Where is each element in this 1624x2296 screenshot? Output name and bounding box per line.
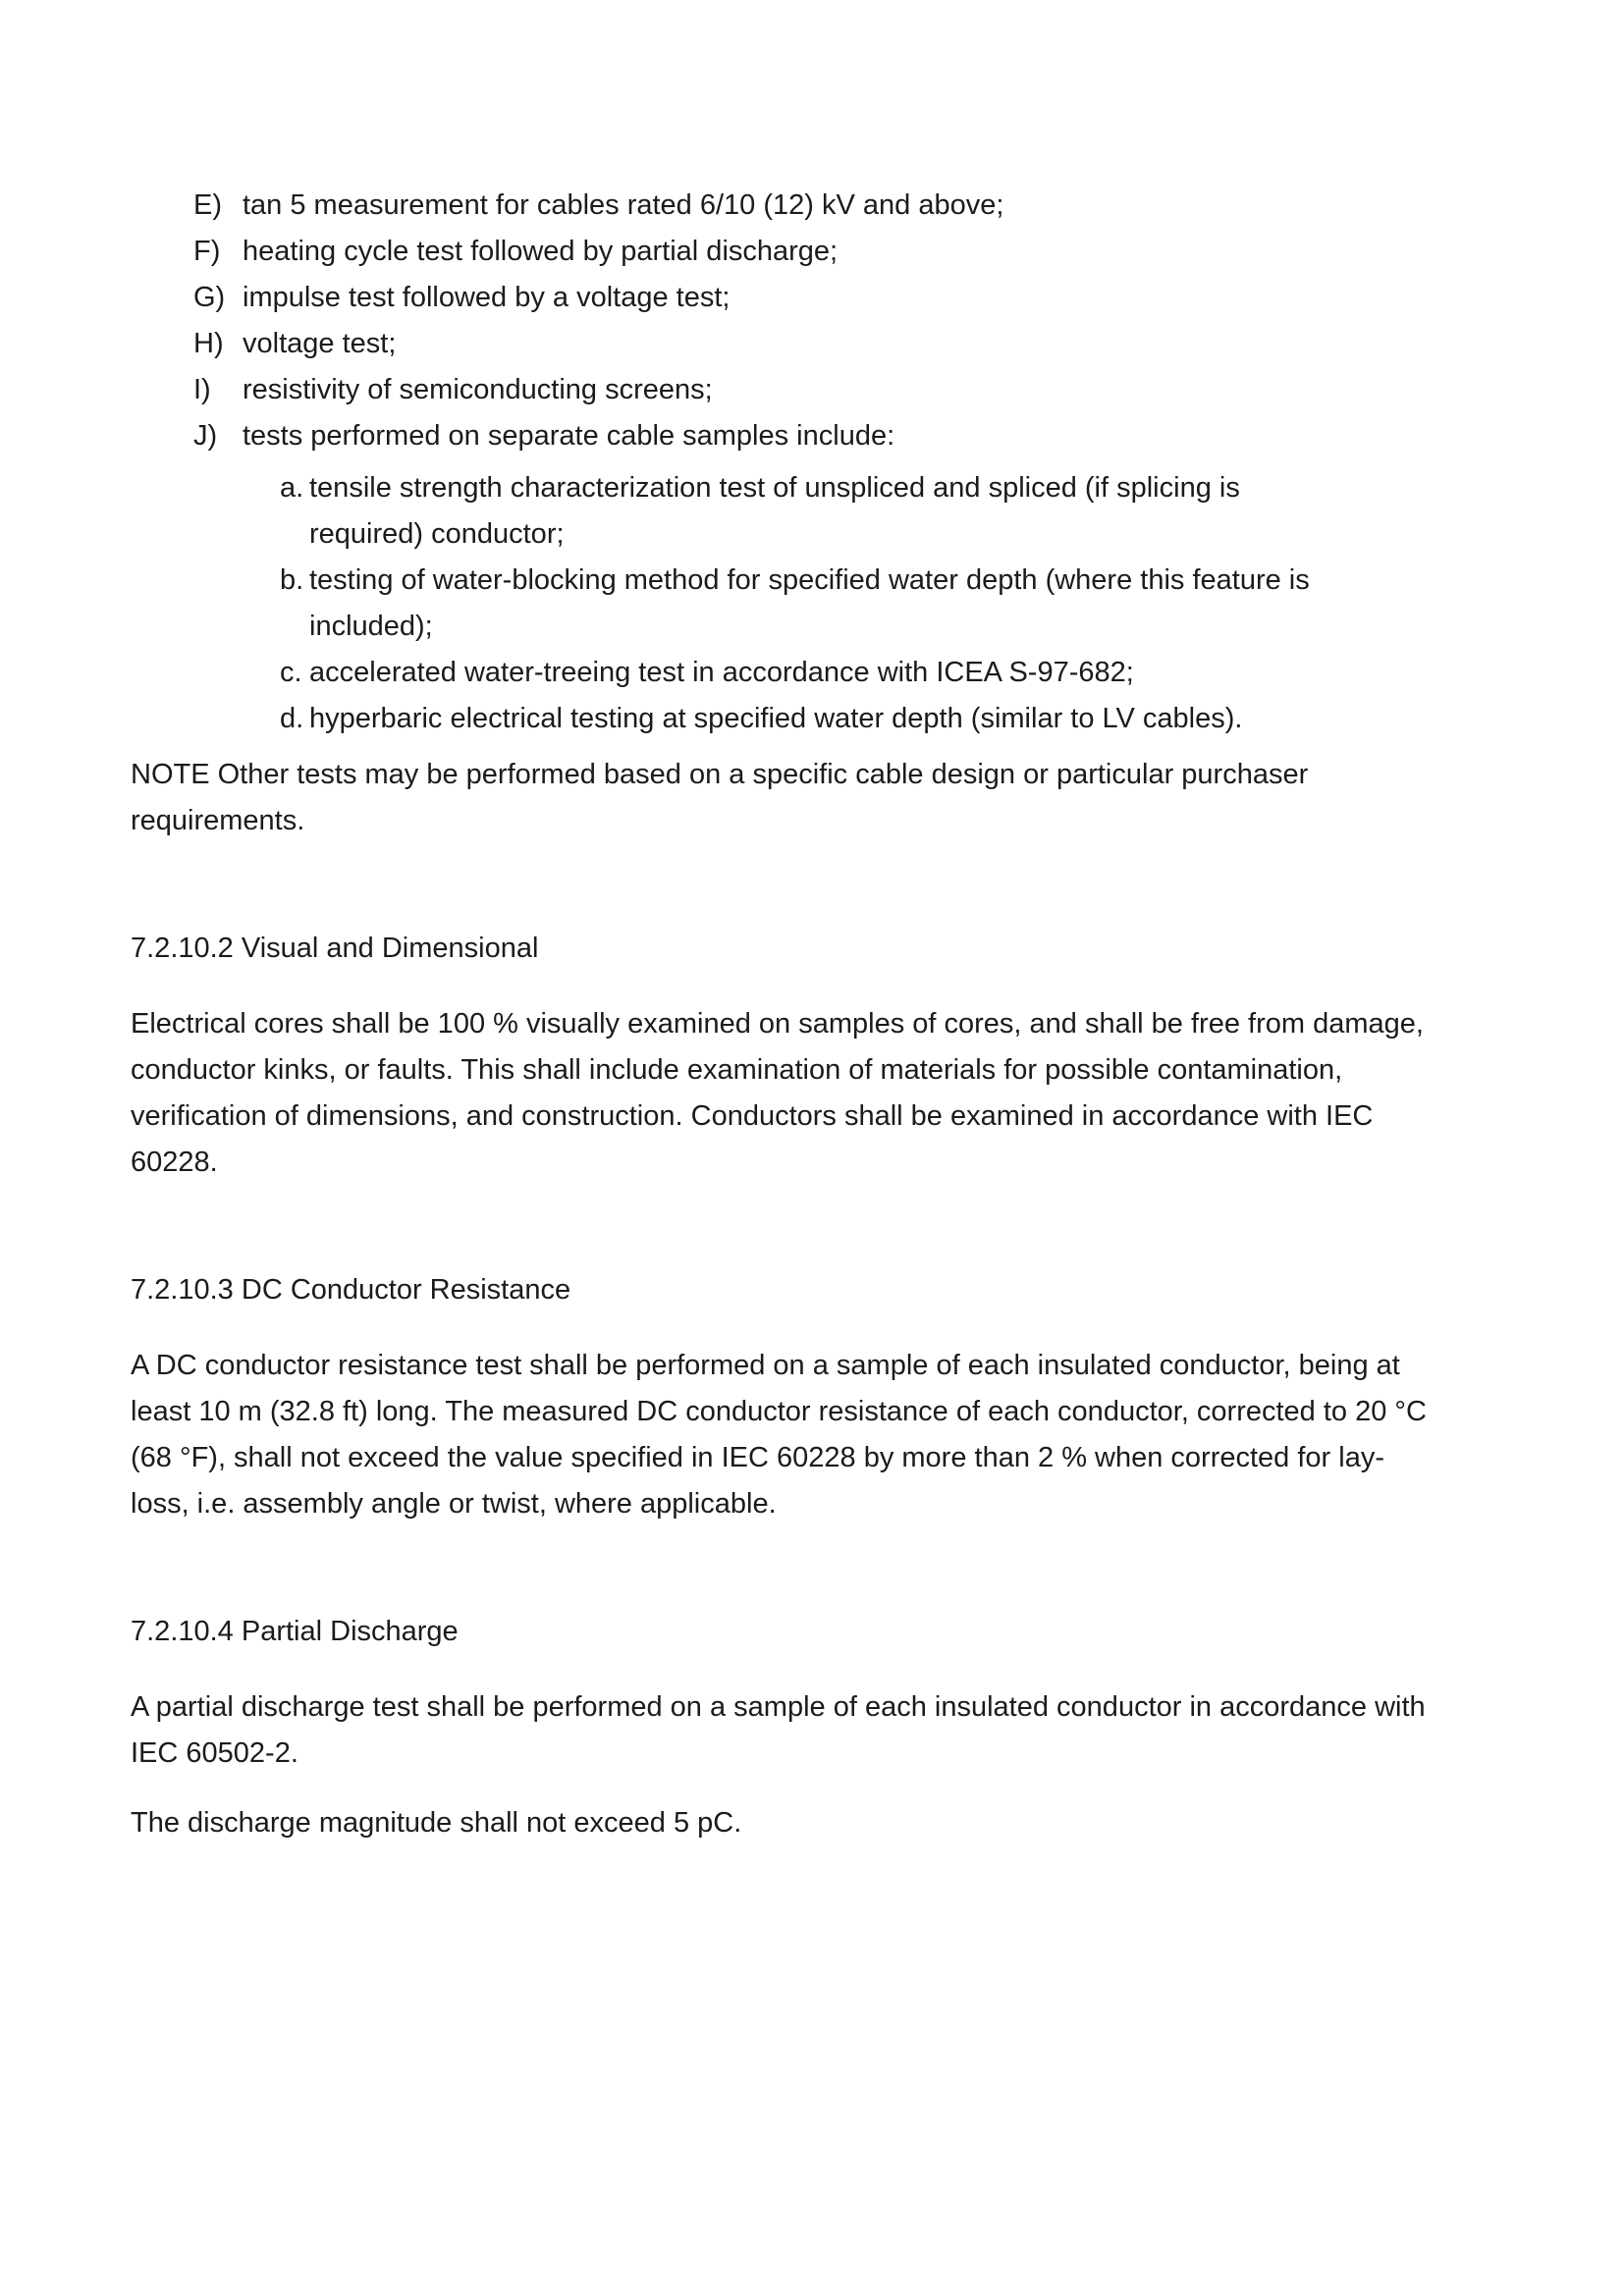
list-item-marker: E) bbox=[193, 189, 222, 221]
note-paragraph: NOTE Other tests may be performed based on a specific cable design or particular purchaser requirements. bbox=[131, 759, 1309, 836]
list-item bbox=[280, 465, 1437, 558]
lettered-list bbox=[131, 183, 1437, 459]
list-item bbox=[193, 229, 1437, 275]
list-item-text: heating cycle test followed by partial discharge; bbox=[243, 236, 839, 267]
list-item bbox=[193, 275, 1437, 321]
list-item bbox=[280, 696, 1437, 742]
list-item-text: tests performed on separate cable samples include: bbox=[243, 420, 895, 452]
list-item bbox=[280, 650, 1437, 696]
list-item-marker: b. bbox=[280, 564, 304, 596]
list-item bbox=[193, 321, 1437, 367]
list-item-text: impulse test followed by a voltage test; bbox=[243, 282, 731, 313]
list-item-marker: d. bbox=[280, 703, 304, 734]
list-item-marker: F) bbox=[193, 236, 221, 267]
sub-list bbox=[131, 465, 1437, 742]
list-item-marker: a. bbox=[280, 472, 304, 504]
list-item bbox=[193, 413, 1437, 459]
list-item-marker: J) bbox=[193, 420, 218, 452]
section-paragraph: Electrical cores shall be 100 % visually examined on samples of cores, and shall be free from damage, conductor kinks, or faults. This shall include examination of materials for possible contamination, verification of dimensions, and construction. Conductors shall be examined in accordance with IEC 60228. bbox=[131, 1008, 1424, 1178]
list-item-text: testing of water-blocking method for specified water depth (where this feature is included); bbox=[309, 564, 1310, 642]
list-item bbox=[280, 558, 1437, 650]
section-heading-partial-discharge: 7.2.10.4 Partial Discharge bbox=[131, 1616, 459, 1647]
list-item bbox=[193, 367, 1437, 413]
section-paragraph: The discharge magnitude shall not exceed 5 pC. bbox=[131, 1807, 742, 1839]
section-paragraph: A DC conductor resistance test shall be performed on a sample of each insulated conductor, being at least 10 m (32.8 ft) long. The measured DC conductor resistance of each conductor, corrected to 20 °C (68 °F), shall not exceed the value specified in IEC 60228 by more than 2 % when corrected for lay-loss, i.e. assembly angle or twist, where applicable. bbox=[131, 1350, 1427, 1520]
section-heading-dc-conductor-resistance: 7.2.10.3 DC Conductor Resistance bbox=[131, 1274, 571, 1306]
list-item-marker: G) bbox=[193, 282, 226, 313]
list-item-marker: c. bbox=[280, 657, 302, 688]
list-item-text: tan 5 measurement for cables rated 6/10 (12) kV and above; bbox=[243, 189, 1004, 221]
list-item-text: accelerated water-treeing test in accordance with ICEA S-97-682; bbox=[309, 657, 1134, 688]
list-item-text: voltage test; bbox=[243, 328, 397, 359]
list-item-text: resistivity of semiconducting screens; bbox=[243, 374, 713, 405]
document-content bbox=[131, 183, 1437, 1846]
list-item bbox=[193, 183, 1437, 229]
section-heading-visual-and-dimensional: 7.2.10.2 Visual and Dimensional bbox=[131, 933, 539, 964]
list-item-marker: H) bbox=[193, 328, 224, 359]
list-item-marker: I) bbox=[193, 374, 211, 405]
list-item-text: hyperbaric electrical testing at specified water depth (similar to LV cables). bbox=[309, 703, 1243, 734]
list-item-text: tensile strength characterization test of unspliced and spliced (if splicing is required) conductor; bbox=[309, 472, 1240, 550]
section-paragraph: A partial discharge test shall be performed on a sample of each insulated conductor in accordance with IEC 60502-2. bbox=[131, 1691, 1426, 1769]
